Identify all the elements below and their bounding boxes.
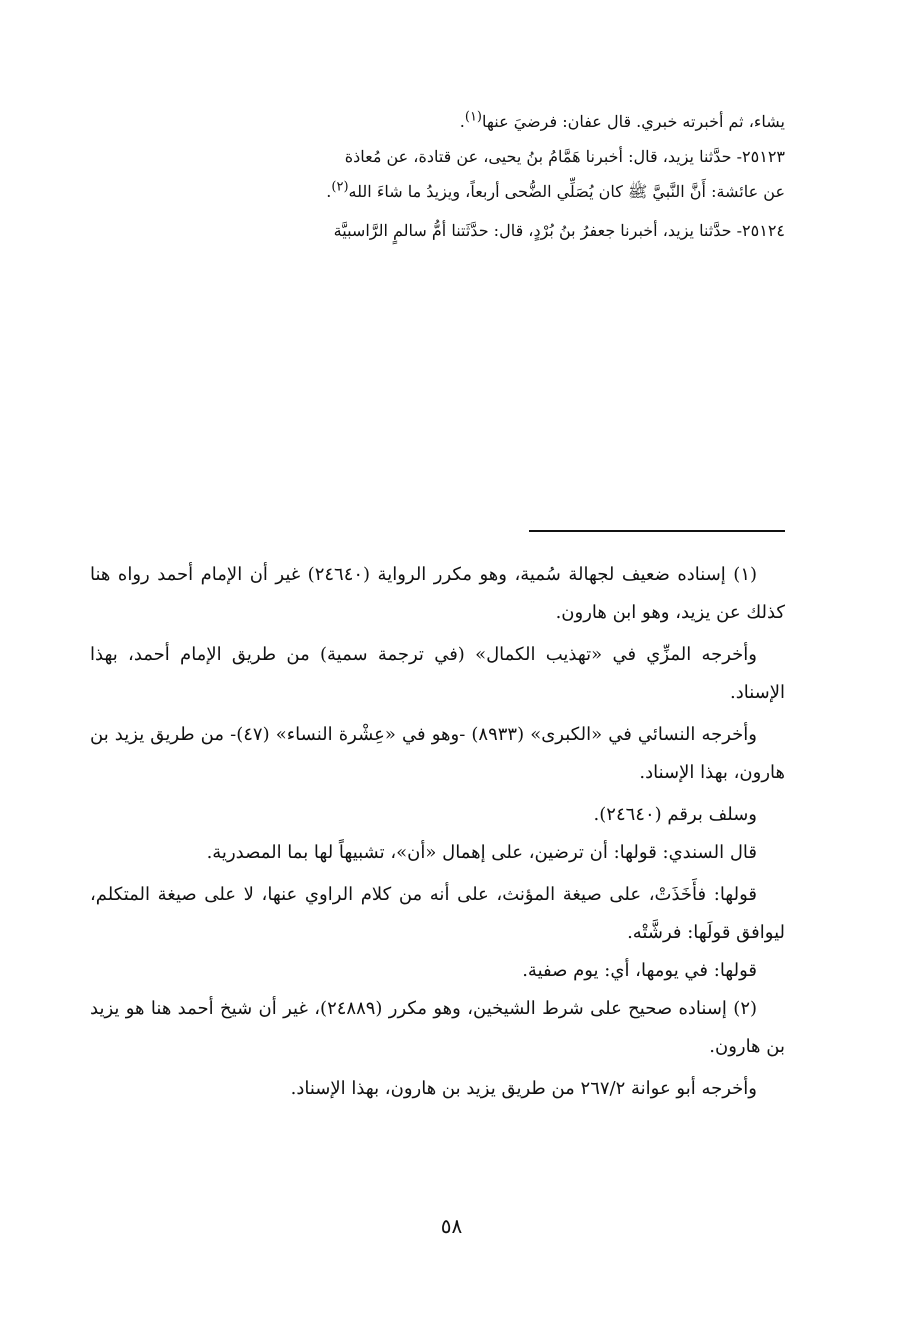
footnote-marker-2[interactable]: (٢) (331, 179, 349, 195)
page-number: ٥٨ (440, 1214, 463, 1238)
footnote-separator (529, 530, 785, 532)
footnote-1-continuation: وأخرجه النسائي في «الكبرى» (٨٩٣٣) -وهو في «عِشْرة النساء» (٤٧)- من طريق يزيد بن هارون، بهذا الإسناد. (90, 724, 785, 783)
footnote-2: (٢) إسناده صحيح على شرط الشيخين، وهو مكرر (٢٤٨٨٩)، غير أن شيخ أحمد هنا هو يزيد بن هارون. (90, 998, 785, 1057)
hadith-25123-matn-text: عن عائشة: أَنَّ النَّبيَّ ﷺ كان يُصَلِّي الضُّحى أربعاً، ويزيدُ ما شاءَ الله (348, 182, 785, 201)
main-paragraph-1-end: . (459, 112, 465, 131)
main-text (90, 96, 785, 256)
footnote-1-continuation: قولها: فأَخَذَتْ، على صيغة المؤنث، على أنه من كلام الراوي عنها، لا على صيغة المتكلم، ليوافق قولَها: فرشَّتْه. (90, 884, 785, 943)
hadith-25124-intro: ٢٥١٢٤- حدَّثنا يزيد، أخبرنا جعفرُ بنُ بُرْدٍ، قال: حدَّثَتنا أمُّ سالمٍ الرَّاسبيَّة (333, 221, 785, 240)
footnote-1-continuation: قال السندي: قولها: أن ترضين، على إهمال «أن»، تشبيهاً لها بما المصدرية. (206, 842, 757, 863)
footnote-1-continuation: وسلف برقم (٢٤٦٤٠). (593, 804, 757, 825)
hadith-25123-matn (90, 179, 785, 205)
footnote-marker-1[interactable]: (١) (464, 109, 482, 125)
footnote-2-continuation: وأخرجه أبو عوانة ٢٦٧/٢ من طريق يزيد بن هارون، بهذا الإسناد. (290, 1078, 757, 1099)
footnote-1: (١) إسناده ضعيف لجهالة سُمية، وهو مكرر الرواية (٢٤٦٤٠) غير أن الإمام أحمد رواه هنا كذلك عن يزيد، وهو ابن هارون. (90, 564, 785, 623)
hadith-25123-intro: ٢٥١٢٣- حدَّثنا يزيد، قال: أخبرنا هَمَّامُ بنُ يحيى، عن قتادة، عن مُعاذة (344, 147, 785, 166)
main-paragraph-1 (90, 109, 785, 131)
hadith-25123-matn-end: . (326, 182, 332, 201)
footnote-1-continuation: قولها: في يومها، أي: يوم صفية. (522, 960, 757, 981)
footnote-1-continuation: وأخرجه المزِّي في «تهذيب الكمال» (في ترجمة سمية) من طريق الإمام أحمد، بهذا الإسناد. (90, 644, 785, 703)
main-paragraph-1-text: يشاء، ثم أخبرته خبري. قال عفان: فرضيَ عنها (482, 112, 785, 131)
footnotes (90, 556, 785, 1108)
